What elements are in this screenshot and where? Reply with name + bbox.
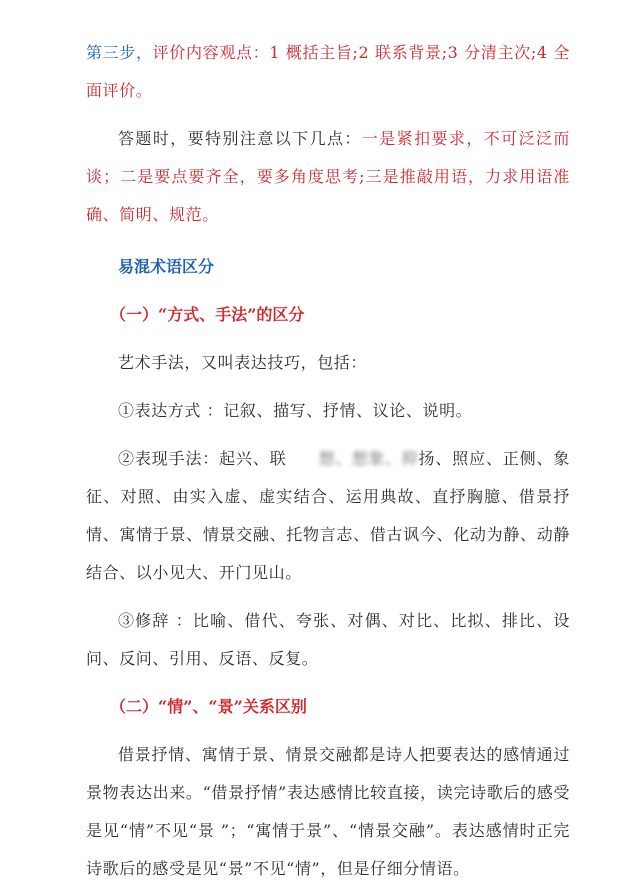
item2-after: 扬、照应、正侧、象征、对照、由实入虚、虚实结合、运用典故、直抒胸臆、借景抒情、寓情于景、情景交融、托物言志、借古讽今、化动为静、动静结合、以小见大、开门见山。: [86, 449, 570, 582]
item2-blurred: 想、想象、抑: [318, 449, 419, 468]
part1-item1: ①表达方式 ：记叙、描写、抒情、议论、说明。: [118, 401, 473, 420]
part1-title: （一）“方式、手法”的区分: [110, 305, 305, 324]
part1-item2: [86, 440, 570, 592]
step3-paragraph: [86, 34, 570, 110]
step3-label: 第三步，: [86, 43, 153, 62]
part2-title: （二）“情”、“景”关系区别: [110, 697, 307, 716]
step3-text: 评价内容观点：1 概括主旨;2 联系背景;3 分清主次;4 全面评价。: [86, 43, 570, 100]
part1-intro: 艺术手法，又叫表达技巧，包括：: [118, 353, 368, 372]
attention-lead: 答题时，要特别注意以下几点：: [118, 129, 362, 148]
item2-before: ②表现手法：起兴、联: [118, 449, 287, 468]
attention-text: 一是紧扣要求，不可泛泛而谈；二是要点要齐全，要多角度思考;三是推敲用语，力求用语准确、简明、规范。: [86, 129, 571, 224]
section-title: 易混术语区分: [118, 257, 215, 276]
part1-item3: ③修辞 ：比喻、借代、夸张、对偶、对比、比拟、排比、设问、反问、引用、反语、反复。: [86, 611, 570, 668]
attention-paragraph: [86, 120, 570, 234]
part2-text: 借景抒情、寓情于景、情景交融都是诗人把要表达的感情通过景物表达出来。“借景抒情”表达感情比较直接，读完诗歌后的感受是见“情”不见“景 ”；“寓情于景”、“情景交融”。表达感情时正完诗歌后的感受是见“景”不见“情”，但是仔细分情语。: [86, 745, 570, 878]
